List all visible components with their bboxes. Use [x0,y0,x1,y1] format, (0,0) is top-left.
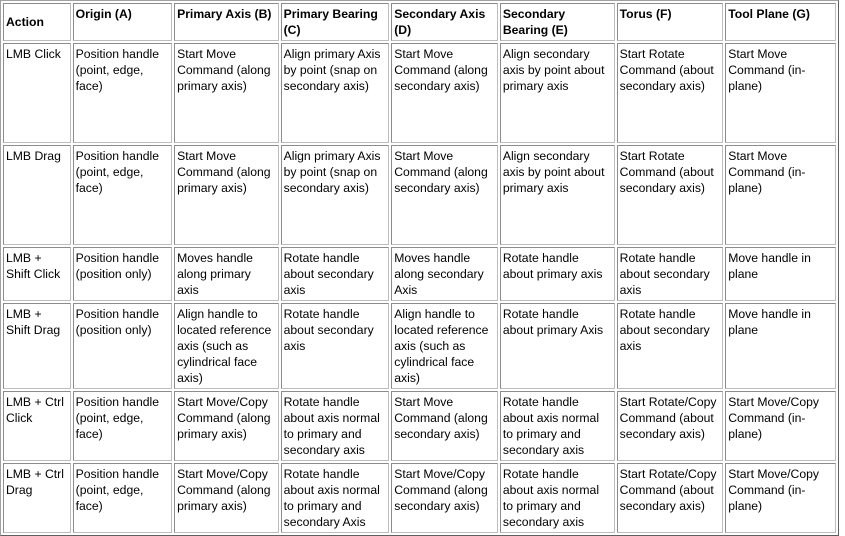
table-cell: Move handle in plane [725,303,836,389]
table-row [3,145,836,245]
table-cell: Start Move Command (in-plane) [725,43,836,143]
header-cell-origin: Origin (A) [73,3,172,41]
table-cell: Start Move Command (in-plane) [725,145,836,245]
table-cell: Start Rotate Command (about secondary axis) [617,43,724,143]
table-cell: Start Move/Copy Command (in-plane) [725,463,836,533]
header-cell-secondary-axis: Secondary Axis (D) [391,3,498,41]
table-cell: Align secondary axis by point about primary axis [500,43,615,143]
table-cell: Align primary Axis by point (snap on secondary axis) [281,43,390,143]
action-cell: LMB + Ctrl Click [3,391,71,461]
header-cell-tool-plane: Tool Plane (G) [725,3,836,41]
table-cell: Start Rotate Command (about secondary axis) [617,145,724,245]
table-cell: Start Move Command (along primary axis) [174,43,279,143]
action-cell: LMB + Shift Drag [3,303,71,389]
table-cell: Start Move Command (along primary axis) [174,145,279,245]
table-cell: Start Move Command (along secondary axis) [391,391,498,461]
table-cell: Position handle (point, edge, face) [73,43,172,143]
table-cell: Rotate handle about axis normal to primary and secondary axis [500,463,615,533]
table-cell: Position handle (position only) [73,247,172,301]
table-cell: Rotate handle about secondary axis [281,303,390,389]
header-cell-primary-bearing: Primary Bearing (C) [281,3,390,41]
table-cell: Start Move/Copy Command (along primary axis) [174,391,279,461]
table-cell: Align handle to located reference axis (such as cylindrical face axis) [174,303,279,389]
table-row [3,303,836,389]
header-cell-torus: Torus (F) [617,3,724,41]
table-cell: Align primary Axis by point (snap on secondary axis) [281,145,390,245]
table-cell: Position handle (point, edge, face) [73,391,172,461]
table-cell: Position handle (position only) [73,303,172,389]
table-cell: Moves handle along secondary Axis [391,247,498,301]
table-cell: Start Move/Copy Command (along secondary axis) [391,463,498,533]
table-cell: Start Move/Copy Command (in-plane) [725,391,836,461]
table-cell: Rotate handle about secondary axis [617,303,724,389]
table-cell: Start Move Command (along secondary axis) [391,43,498,143]
table-cell: Position handle (point, edge, face) [73,145,172,245]
table-row [3,463,836,533]
table-cell: Align secondary axis by point about primary axis [500,145,615,245]
table-cell: Rotate handle about secondary axis [281,247,390,301]
table-cell: Start Rotate/Copy Command (about secondary axis) [617,463,724,533]
action-cell: LMB + Ctrl Drag [3,463,71,533]
table-cell: Rotate handle about axis normal to primary and secondary axis [500,391,615,461]
table-row [3,43,836,143]
table-cell: Align handle to located reference axis (such as cylindrical face axis) [391,303,498,389]
header-cell-action: Action [3,3,71,41]
table-cell: Rotate handle about axis normal to primary and secondary Axis [281,463,390,533]
table-cell: Position handle (point, edge, face) [73,463,172,533]
table-cell: Moves handle along primary axis [174,247,279,301]
table-cell: Start Move Command (along secondary axis) [391,145,498,245]
table-cell: Move handle in plane [725,247,836,301]
table-cell: Start Rotate/Copy Command (about secondary axis) [617,391,724,461]
table-cell: Rotate handle about primary Axis [500,303,615,389]
table-cell: Start Move/Copy Command (along primary axis) [174,463,279,533]
header-cell-primary-axis: Primary Axis (B) [174,3,279,41]
header-cell-secondary-bearing: Secondary Bearing (E) [500,3,615,41]
table-cell: Rotate handle about axis normal to primary and secondary axis [281,391,390,461]
table-row [3,391,836,461]
action-cell: LMB + Shift Click [3,247,71,301]
header-row [3,3,836,41]
action-cell: LMB Drag [3,145,71,245]
table-row [3,247,836,301]
table-cell: Rotate handle about primary axis [500,247,615,301]
table-cell: Rotate handle about secondary axis [617,247,724,301]
action-cell: LMB Click [3,43,71,143]
